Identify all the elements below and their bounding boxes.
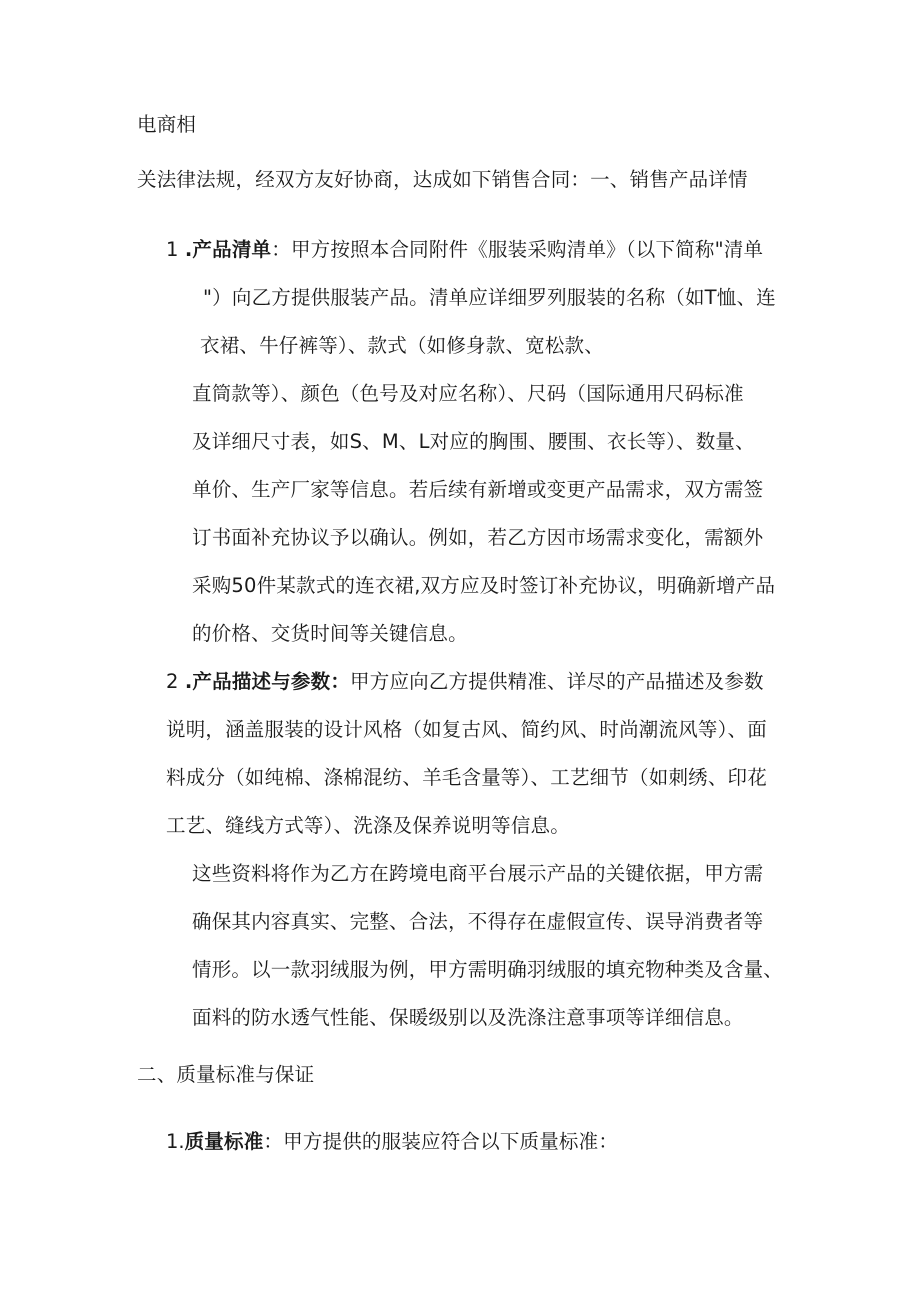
item2-line-3: 工艺、缝线方式等）、洗涤及保养说明等信息。 (166, 814, 570, 837)
item1-line-4: 及详细尺寸表，如S、M、L对应的胸围、腰围、衣长等）、数量、 (192, 430, 755, 453)
section2-item1-number: 1. (166, 1130, 185, 1153)
item2-number: 2 (166, 670, 179, 693)
item2-line-5: 确保其内容真实、完整、合法，不得存在虚假宣传、误导消费者等 (192, 910, 764, 933)
item2-line-0: 甲方应向乙方提供精准、详尽的产品描述及参数 (350, 670, 764, 693)
item1-line-6: 订书面补充协议予以确认。例如，若乙方因市场需求变化，需额外 (192, 526, 764, 549)
item1-line-8: 的价格、交货时间等关键信息。 (192, 622, 468, 645)
item2-line-4: 这些资料将作为乙方在跨境电商平台展示产品的关键依据，甲方需 (192, 862, 764, 885)
item2-line-7: 面料的防水透气性能、保暖级别以及洗涤注意事项等详细信息。 (192, 1006, 744, 1029)
item2-line-6: 情形。以一款羽绒服为例，甲方需明确羽绒服的填充物种类及含量、 (192, 958, 784, 981)
item1-number: 1 (166, 238, 179, 261)
item1-line-5: 单价、生产厂家等信息。若后续有新增或变更产品需求，双方需签 (192, 478, 764, 501)
item2-line-1: 说明，涵盖服装的设计风格（如复古风、简约风、时尚潮流风等）、面 (166, 718, 767, 741)
section2-heading: 二、质量标准与保证 (137, 1063, 315, 1086)
section2-item1-text: ：甲方提供的服装应符合以下质量标准： (263, 1130, 619, 1153)
intro-line: 关法律法规，经双方友好协商，达成如下销售合同：一、销售产品详情 (137, 168, 748, 191)
item1-title: .产品清单 (184, 238, 272, 261)
item2-line-2: 料成分（如纯棉、涤棉混纺、羊毛含量等）、工艺细节（如刺绣、印花 (166, 766, 767, 789)
item1-line-7: 采购50件某款式的连衣裙,双方应及时签订补充协议，明确新增产品 (192, 574, 776, 597)
item1-first-line (166, 238, 763, 262)
section2-item1 (166, 1130, 618, 1154)
section2-item1-title: 质量标准 (184, 1130, 264, 1153)
item2-first-line (166, 670, 764, 694)
item1-line-1: "）向乙方提供服装产品。清单应详细罗列服装的名称（如T恤、连 (203, 286, 776, 309)
item2-title: .产品描述与参数： (184, 670, 351, 693)
item1-line-0: ：甲方按照本合同附件《服装采购清单》（以下简称"清单 (271, 238, 764, 261)
heading-fragment: 电商相 (137, 113, 197, 136)
item1-line-2: 衣裙、牛仔裤等）、款式（如修身款、宽松款、 (200, 334, 604, 357)
item1-line-3: 直筒款等）、颜色（色号及对应名称）、尺码（国际通用尺码标准 (192, 382, 744, 405)
